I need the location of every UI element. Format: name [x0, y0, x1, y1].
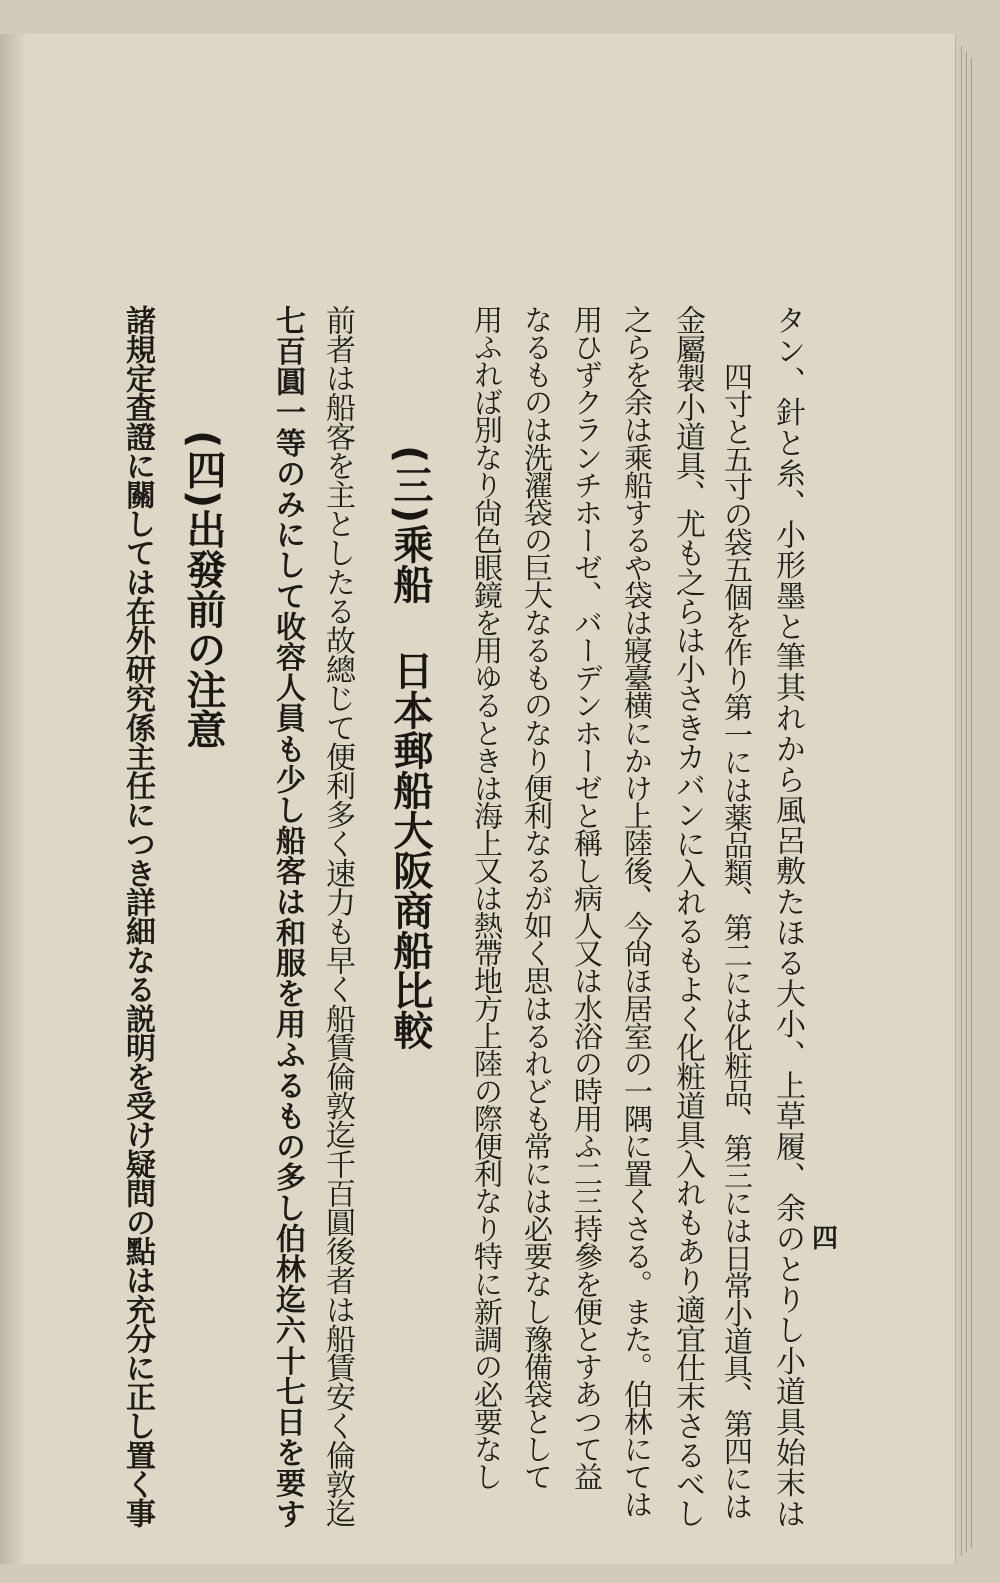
section-title: 出發前の注意 [180, 508, 226, 749]
text-column: なるものは洗濯袋の巨大なるものなり便利なるが如く思はるれども常には必要なし豫備袋として [520, 305, 554, 1490]
page-edge [963, 52, 967, 1552]
text-column: 四寸と五寸の袋五個を作り第一には薬品類、第二には化粧品、第三には日常小道具、第四には [720, 362, 754, 1520]
book-gutter [0, 34, 26, 1564]
section-body-column: 諸規定査證に關しては在外研究係主任につき詳細なる説明を受け疑問の點は充分に正し置く事 [120, 305, 155, 1528]
section-number: (四) [180, 430, 226, 509]
page-number: 四 [812, 1224, 839, 1254]
text-column: 用ふれば別なり尙色眼鏡を用ゆるときは海上又は熱帶地方上陸の際便利なり特に新調の必要なし [470, 305, 504, 1490]
section-subtitle: 日本郵船大阪商船比較 [387, 649, 433, 1050]
section-heading-4 [180, 430, 226, 749]
section-title: 乘船 [387, 523, 433, 604]
text-column: タン、針と糸、小形墨と筆其れから風呂敷たほる大小、上草履、余のとりし小道具始末は [770, 305, 805, 1529]
section-body-column: 前者は船客を主としたる故總じて便利多く速力も早く船賃倫敦迄千百圓後者は船賃安く倫敦迄 [320, 305, 355, 1528]
text-column: 用ひずクランチホーゼ、バーデンホーゼと稱し病人又は水浴の時用ふ二三持參を便とすあつて益 [570, 305, 604, 1490]
section-number: (三) [387, 445, 433, 524]
section-heading-3 [387, 445, 433, 1050]
section-body-column: 七百圓一等のみにして收容人員も少し船客は和服を用ふるもの多し伯林迄六十七日を要す [270, 305, 305, 1529]
text-column: 之らを余は乘船するや袋は寢臺横にかけ上陸後、今尙ほ居室の一隅に置くさる。また。伯林にては [620, 305, 654, 1518]
text-column: 金屬製小道具、尤も之らは小さきカバンに入れるもよく化粧道具入れもあり適宜仕末さるべし [670, 305, 705, 1528]
page-edge [958, 46, 962, 1556]
page-edge [968, 58, 972, 1548]
